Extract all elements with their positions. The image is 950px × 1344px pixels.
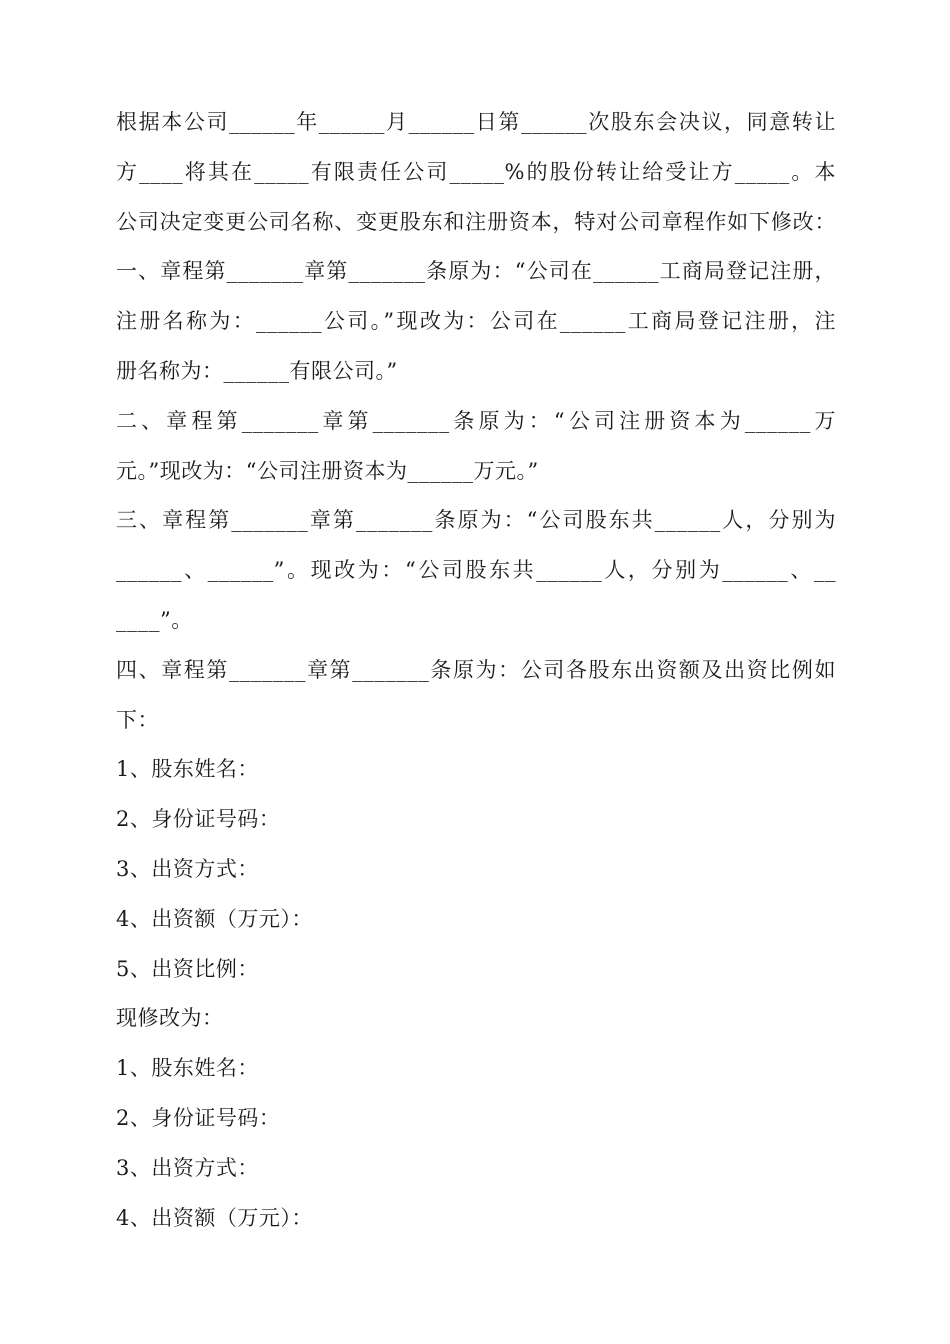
paragraph-line: ____”。 xyxy=(116,608,193,632)
paragraph-line: 下： xyxy=(116,707,159,732)
paragraph-line: 注册名称为：______公司。”现改为：公司在______工商局登记注册，注 xyxy=(116,309,836,334)
list-item: 3、出资方式： xyxy=(116,857,259,881)
paragraph-line: ______、______”。现改为：“公司股东共______人，分别为______、__ xyxy=(116,558,836,583)
list-item: 2、身份证号码： xyxy=(116,807,281,832)
list-item: 3、出资方式： xyxy=(116,1155,259,1180)
paragraph-line: 一、章程第_______章第_______条原为：“公司在______工商局登记注册， xyxy=(116,259,836,284)
section-heading: 现修改为： xyxy=(116,1006,224,1031)
list-item: 4、出资额（万元）： xyxy=(116,906,313,931)
paragraph-line: 三、章程第_______章第_______条原为：“公司股东共______人，分别为 xyxy=(116,508,836,533)
list-item: 2、身份证号码： xyxy=(116,1106,281,1130)
paragraph-line: 公司决定变更公司名称、变更股东和注册资本，特对公司章程作如下修改： xyxy=(116,209,836,234)
list-item: 1、股东姓名： xyxy=(116,1056,259,1081)
list-item: 1、股东姓名： xyxy=(116,757,259,782)
paragraph-line: 二、章程第_______章第_______条原为：“公司注册资本为______万 xyxy=(116,408,836,433)
paragraph-line: 根据本公司______年______月______日第______次股东会决议，同意转让 xyxy=(116,110,836,134)
paragraph-line: 元。”现改为：“公司注册资本为______万元。” xyxy=(116,458,539,483)
paragraph-line: 册名称为：______有限公司。” xyxy=(116,359,398,383)
list-item: 5、出资比例： xyxy=(116,956,259,981)
list-item: 4、出资额（万元）： xyxy=(116,1205,313,1230)
paragraph-line: 方____将其在_____有限责任公司_____%的股份转让给受让方_____。本 xyxy=(116,159,836,184)
paragraph-line: 四、章程第_______章第_______条原为：公司各股东出资额及出资比例如 xyxy=(116,657,836,682)
